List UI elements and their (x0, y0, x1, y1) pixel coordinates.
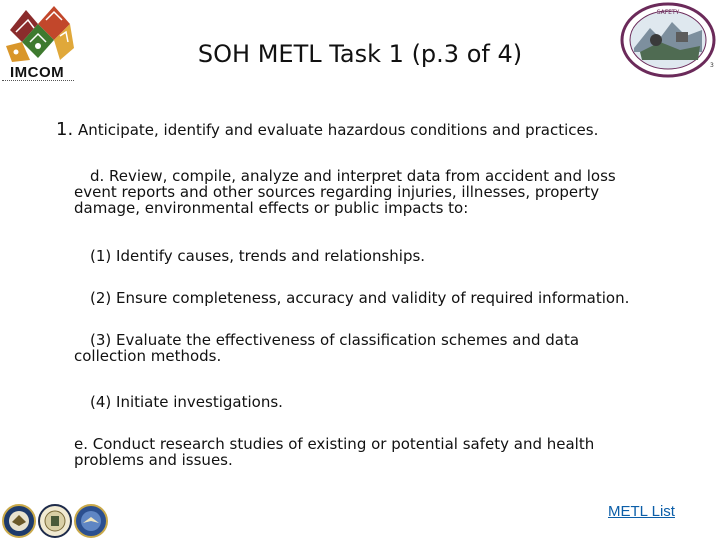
item-1 (56, 119, 599, 140)
item-d-line-1: d. Review, compile, analyze and interpret data from accident and loss (90, 167, 616, 185)
sub-item-2: (2) Ensure completeness, accuracy and validity of required information. (90, 289, 630, 307)
airforce-seal-icon (74, 504, 108, 538)
page-title: SOH METL Task 1 (p.3 of 4) (197, 40, 523, 68)
item-e-line-2: problems and issues. (74, 451, 233, 469)
footer-seals (2, 504, 108, 540)
sub-item-3 (74, 332, 674, 364)
sub-item-1: (1) Identify causes, trends and relationships. (90, 247, 426, 265)
item-d (74, 168, 674, 216)
item-d-line-3: damage, environmental effects or public impacts to: (74, 199, 469, 217)
sub-item-3-line-1: (3) Evaluate the effectiveness of classification schemes and data (90, 331, 580, 349)
imcom-logo-text: IMCOM (10, 64, 65, 81)
page-number: 3 (710, 62, 714, 69)
item-1-text: Anticipate, identify and evaluate hazardous conditions and practices. (77, 121, 599, 139)
item-e-line-1: e. Conduct research studies of existing or potential safety and health (74, 435, 595, 453)
army-seal-icon (38, 504, 72, 538)
item-e (74, 436, 674, 468)
safety-seal-icon (620, 2, 716, 78)
metl-list-link[interactable]: METL List (608, 503, 675, 520)
sub-item-4: (4) Initiate investigations. (90, 393, 283, 411)
item-1-number: 1. (56, 119, 74, 140)
seal-text: SAFETY (656, 9, 680, 16)
imcom-logo-divider (2, 80, 74, 83)
dod-seal-icon (2, 504, 36, 538)
sub-item-3-line-2: collection methods. (74, 347, 222, 365)
item-d-line-2: event reports and other sources regarding injuries, illnesses, property (74, 183, 600, 201)
